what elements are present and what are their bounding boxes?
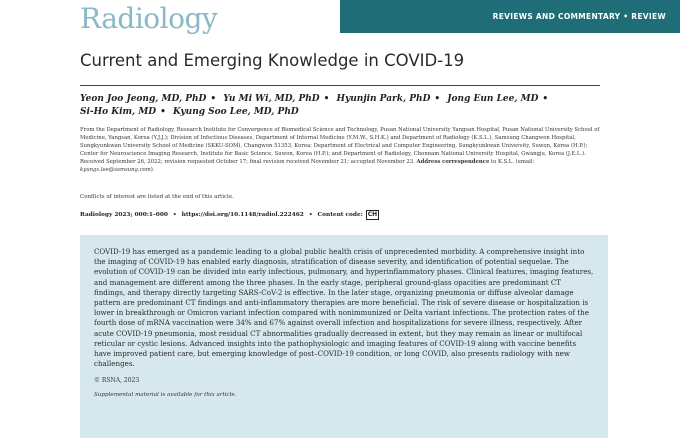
author-name[interactable]: Hyunjin Park, PhD: [336, 94, 431, 104]
journal-logo: Radiology: [80, 2, 218, 35]
affiliations: [80, 126, 605, 175]
doi-link[interactable]: https://doi.org/10.1148/radiol.222462: [181, 212, 304, 218]
author-name[interactable]: Si-Ho Kim, MD: [80, 107, 157, 117]
abstract-text: COVID-19 has emerged as a pandemic leading to a global public health crisis of unprecedented morbidity. A comprehensive insight into the imaging of COVID-19 has enabled early diagnosis, stratification of disease severity, and identification of potential sequelae. The evolution of COVID-19 can be divided into early infectious, pulmonary, and hyperinflammatory phases. Clinical features, imaging features, and management are different among the three phases. In the early stage, peripheral ground-glass opacities are predominant CT findings, and therapy directly targeting SARS-CoV-2 is effective. In the later stage, organizing pneumonia or diffuse alveolar damage pattern are predominant CT findings and anti-inflammatory therapies are more beneficial. The risk of severe disease or hospitalization is lower in breakthrough or Omicron variant infection compared with nonimmunized or Delta variant infections. The protection rates of the fourth dose of mRNA vaccination were 34% and 67% against overall infection and hospitalizations for severe illness, respectively. After acute COVID-19 pneumonia, most residual CT abnormalities gradually decreased in extent, but they may remain as linear or multifocal reticular or cystic lesions. Advanced insights into the pathophysiologic and imaging features of COVID-19 along with vaccine benefits have improved patient care, but emerging knowledge of post–COVID-19 condition, or long COVID, also presents radiology with new challenges.: [94, 247, 594, 369]
section-banner: REVIEWS AND COMMENTARY • REVIEW: [340, 0, 680, 33]
correspondence-email[interactable]: kyungs.lee@samsung.com: [80, 167, 151, 174]
author-separator: •: [323, 94, 330, 104]
citation-line: [80, 210, 600, 220]
meta-separator: •: [308, 212, 313, 218]
affiliation-text: From the Department of Radiology, Research Institute for Convergence of Biomedical Science and Technology, Pusan National University Yangsan Hospital, Pusan National University School of Medicine, Yangsan, Korea (Y.J.J.); Division of Infectious Diseases, Department of Internal Medicine (Y.M.W., S.H.K.) and Department of Radiology (K.S.L.), Samsung Changwon Hospital, Sungkyunkwan University School of Medicine (SKKU-SOM), Changwon 51353, Korea; Department of Electrical and Computer Engineering, Sungkyunkwan University, Suwon, Korea (H.P.); Center for Neuroscience Imaging Research, Institute for Basic Science, Suwon, Korea (H.P.); and Department of Radiology, Chonnam National University Hospital, Gwangju, Korea (J.E.L.). Received September 26, 2022; revision requested October 17; final revision received November 21; accepted November 23.: [80, 127, 600, 166]
copyright: © RSNA, 2023: [94, 377, 140, 385]
correspondence-end: ).: [150, 167, 155, 174]
author-name[interactable]: Jong Eun Lee, MD: [447, 94, 539, 104]
author-name[interactable]: Yu Mi Wi, MD, PhD: [223, 94, 320, 104]
article-title: Current and Emerging Knowledge in COVID-19: [80, 51, 465, 70]
author-separator: •: [160, 107, 166, 117]
title-divider: [80, 85, 600, 86]
abstract-box: [80, 235, 608, 438]
meta-separator: •: [172, 212, 177, 218]
content-code-badge: CH: [367, 211, 378, 218]
author-separator: •: [210, 94, 217, 104]
author-name[interactable]: Yeon Joo Jeong, MD, PhD: [80, 94, 207, 104]
author-list: [80, 93, 600, 119]
correspondence-label: Address correspondence: [416, 159, 490, 166]
correspondence-text: to K.S.L. (email:: [491, 159, 535, 166]
author-separator: •: [434, 94, 441, 104]
author-separator: •: [542, 94, 549, 104]
conflicts-note: Conflicts of interest are listed at the end of this article.: [80, 194, 234, 200]
supplemental-note: Supplemental material is available for this article.: [94, 392, 237, 399]
author-name[interactable]: Kyung Soo Lee, MD, PhD: [173, 107, 299, 117]
content-code-label: Content code:: [317, 212, 363, 218]
citation: Radiology 2023; 000:1–000: [80, 212, 168, 218]
